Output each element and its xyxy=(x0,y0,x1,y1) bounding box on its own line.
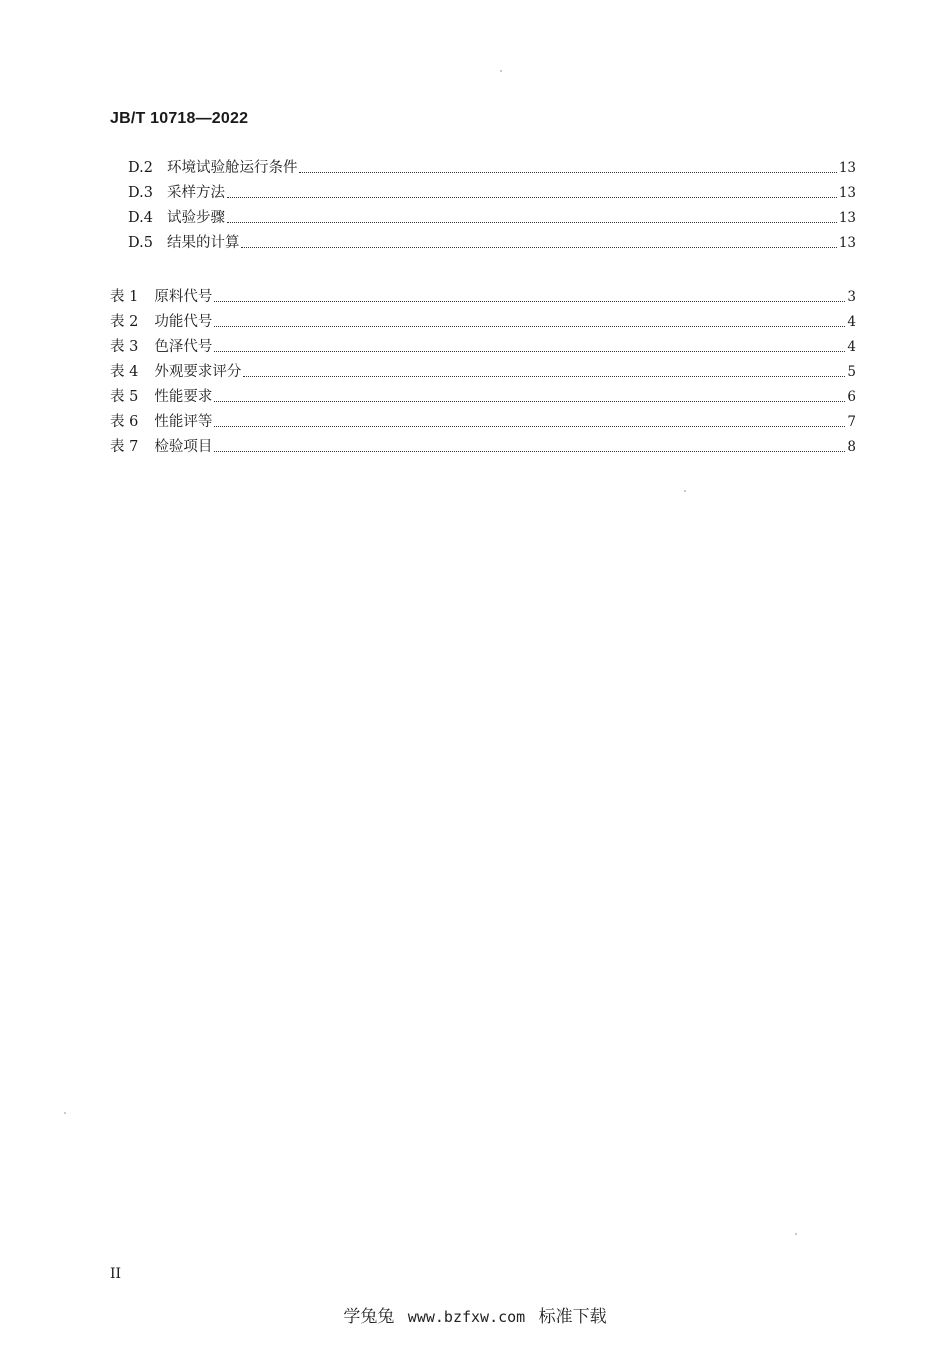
toc-entry-title: 功能代号 xyxy=(154,314,213,330)
toc-leader-dots xyxy=(299,164,836,173)
toc-entry-table-6[interactable] xyxy=(110,412,856,432)
toc-entry-table-2[interactable] xyxy=(110,312,856,332)
toc-entry-title: 采样方法 xyxy=(166,185,225,201)
toc-leader-dots xyxy=(214,343,845,352)
toc-entry-page: 3 xyxy=(847,289,856,305)
toc-entry-label: 表 3 xyxy=(110,339,139,355)
toc-entry-label: 表 4 xyxy=(110,364,139,380)
toc-entry-label: D.2 xyxy=(128,160,153,176)
scan-speck xyxy=(795,1233,797,1235)
toc-leader-dots xyxy=(214,443,845,452)
toc-entry-page: 4 xyxy=(847,339,856,355)
toc-entry-title: 性能评等 xyxy=(154,414,213,430)
toc-entry-label: D.4 xyxy=(128,210,153,226)
toc-entry-d5[interactable] xyxy=(128,233,856,253)
toc-leader-dots xyxy=(214,293,845,302)
toc-entry-page: 13 xyxy=(838,160,856,176)
toc-leader-dots xyxy=(241,239,836,248)
toc-leader-dots xyxy=(243,368,845,377)
scan-speck xyxy=(64,1112,66,1114)
toc-entry-label: D.5 xyxy=(128,235,153,251)
page-number: II xyxy=(110,1266,122,1282)
toc-entry-label: 表 6 xyxy=(110,414,139,430)
toc-entry-label: 表 2 xyxy=(110,314,139,330)
toc-entry-table-4[interactable] xyxy=(110,362,856,382)
toc-entry-d3[interactable] xyxy=(128,183,856,203)
toc-entry-table-5[interactable] xyxy=(110,387,856,407)
toc-entry-page: 13 xyxy=(838,210,856,226)
toc-entry-title: 外观要求评分 xyxy=(154,364,242,380)
toc-entry-table-7[interactable] xyxy=(110,437,856,457)
toc-entry-page: 6 xyxy=(847,389,856,405)
toc-entry-title: 色泽代号 xyxy=(154,339,213,355)
standard-code: JB/T 10718—2022 xyxy=(110,110,249,127)
scan-speck xyxy=(500,70,502,72)
toc-entry-label: D.3 xyxy=(128,185,153,201)
toc-entry-page: 13 xyxy=(838,235,856,251)
toc-leader-dots xyxy=(227,189,837,198)
toc-entry-page: 13 xyxy=(838,185,856,201)
toc-entry-table-3[interactable] xyxy=(110,337,856,357)
toc-entry-d4[interactable] xyxy=(128,208,856,228)
toc-entry-page: 4 xyxy=(847,314,856,330)
toc-leader-dots xyxy=(214,318,845,327)
watermark-site-name: 学兔兔 xyxy=(343,1307,395,1327)
toc-entry-title: 原料代号 xyxy=(154,289,213,305)
watermark-url[interactable]: www.bzfxw.com xyxy=(407,1308,526,1326)
toc-entry-title: 检验项目 xyxy=(154,439,213,455)
toc-entry-page: 7 xyxy=(847,414,856,430)
toc-leader-dots xyxy=(214,418,845,427)
toc-entry-label: 表 1 xyxy=(110,289,139,305)
toc-entry-page: 8 xyxy=(847,439,856,455)
toc-entry-label: 表 5 xyxy=(110,389,139,405)
toc-entry-label: 表 7 xyxy=(110,439,139,455)
toc-entry-title: 结果的计算 xyxy=(166,235,240,251)
toc-leader-dots xyxy=(214,393,845,402)
toc-entry-title: 试验步骤 xyxy=(166,210,225,226)
toc-entry-table-1[interactable] xyxy=(110,287,856,307)
scan-speck xyxy=(684,490,686,492)
toc-entry-title: 性能要求 xyxy=(154,389,213,405)
toc-entry-page: 5 xyxy=(847,364,856,380)
download-watermark xyxy=(0,1302,950,1327)
toc-entry-d2[interactable] xyxy=(128,158,856,178)
toc-leader-dots xyxy=(227,214,837,223)
watermark-tagline: 标准下载 xyxy=(538,1307,607,1327)
toc-entry-title: 环境试验舱运行条件 xyxy=(166,160,298,176)
